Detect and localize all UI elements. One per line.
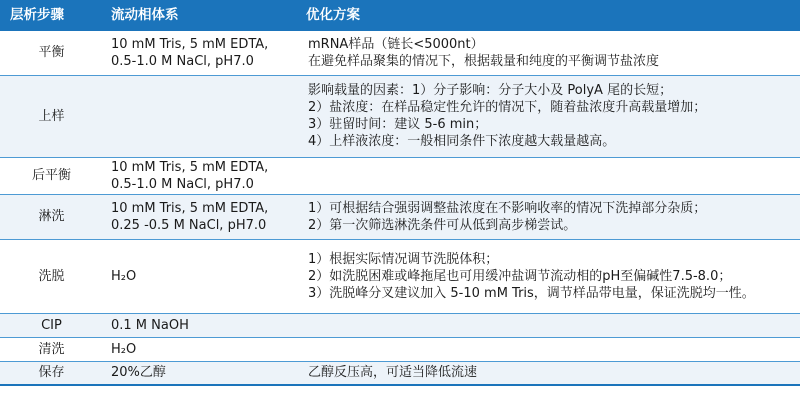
mobile-phase-line: 20%乙醇 xyxy=(111,365,166,381)
mobile-phase-cell xyxy=(103,337,298,361)
step-cell: 后平衡 xyxy=(0,157,103,194)
step-cell: CIP xyxy=(0,313,103,337)
mobile-phase-cell xyxy=(103,361,298,385)
optimization-cell xyxy=(298,31,800,75)
table-header xyxy=(0,0,800,31)
table-row xyxy=(0,157,800,194)
table-row xyxy=(0,361,800,385)
table-row xyxy=(0,239,800,313)
step-cell: 上样 xyxy=(0,75,103,157)
header-optimization: 优化方案 xyxy=(298,0,800,31)
optimization-line: 乙醇反压高，可适当降低流速 xyxy=(308,365,478,381)
step-cell: 淋洗 xyxy=(0,194,103,239)
mobile-phase-line: 0.5-1.0 M NaCl, pH7.0 xyxy=(111,53,254,69)
optimization-line: 1）可根据结合强弱调整盐浓度在不影响收率的情况下洗掉部分杂质； xyxy=(308,200,707,216)
table-row xyxy=(0,337,800,361)
header-row xyxy=(0,0,800,31)
optimization-line: 1）根据实际情况调节洗脱体积； xyxy=(308,251,499,267)
optimization-cell xyxy=(298,75,800,157)
optimization-cell xyxy=(298,157,800,194)
mobile-phase-cell xyxy=(103,194,298,239)
optimization-line: 3）驻留时间：建议 5-6 min； xyxy=(308,117,488,132)
mobile-phase-line: 10 mM Tris, 5 mM EDTA, xyxy=(111,36,269,52)
mobile-phase-cell xyxy=(103,75,298,157)
table-row xyxy=(0,31,800,75)
header-step: 层析步骤 xyxy=(0,0,103,31)
optimization-line: 2）盐浓度：在样品稳定性允许的情况下，随着盐浓度升高载量增加； xyxy=(308,100,707,115)
table-row xyxy=(0,313,800,337)
mobile-phase-line: 0.25 -0.5 M NaCl, pH7.0 xyxy=(111,217,267,233)
mobile-phase-cell xyxy=(103,157,298,194)
optimization-cell xyxy=(298,313,800,337)
mobile-phase-cell xyxy=(103,313,298,337)
optimization-line: 3）洗脱峰分叉建议加入 5-10 mM Tris，调节样品带电量，保证洗脱均一性。 xyxy=(308,285,755,301)
optimization-line: mRNA样品（链长<5000nt） xyxy=(308,36,484,52)
mobile-phase-line: 10 mM Tris, 5 mM EDTA, xyxy=(111,159,269,175)
mobile-phase-line: 0.5-1.0 M NaCl, pH7.0 xyxy=(111,176,254,192)
mobile-phase-line: H₂O xyxy=(111,268,137,284)
table-row xyxy=(0,75,800,157)
step-cell: 清洗 xyxy=(0,337,103,361)
mobile-phase-cell xyxy=(103,31,298,75)
optimization-cell xyxy=(298,239,800,313)
mobile-phase-line: 0.1 M NaOH xyxy=(111,317,189,333)
mobile-phase-line: 10 mM Tris, 5 mM EDTA, xyxy=(111,200,269,216)
table-row xyxy=(0,194,800,239)
optimization-line: 影响载量的因素：1）分子影响：分子大小及 PolyA 尾的长短； xyxy=(308,83,673,98)
step-cell: 洗脱 xyxy=(0,239,103,313)
table-body xyxy=(0,31,800,385)
optimization-line: 2）第一次筛选淋洗条件可从低到高步梯尝试。 xyxy=(308,217,577,233)
optimization-cell xyxy=(298,337,800,361)
header-mobile-phase: 流动相体系 xyxy=(103,0,298,31)
mobile-phase-cell xyxy=(103,239,298,313)
step-cell: 平衡 xyxy=(0,31,103,75)
step-cell: 保存 xyxy=(0,361,103,385)
optimization-cell xyxy=(298,361,800,385)
mobile-phase-line: H₂O xyxy=(111,341,137,357)
optimization-line: 4）上样液浓度：一般相同条件下浓度越大载量越高。 xyxy=(308,134,616,149)
optimization-line: 2）如洗脱困难或峰拖尾也可用缓冲盐调节流动相的pH至偏碱性7.5-8.0； xyxy=(308,268,732,284)
optimization-line: 在避免样品聚集的情况下，根据载量和纯度的平衡调节盐浓度 xyxy=(308,53,660,69)
optimization-cell xyxy=(298,194,800,239)
